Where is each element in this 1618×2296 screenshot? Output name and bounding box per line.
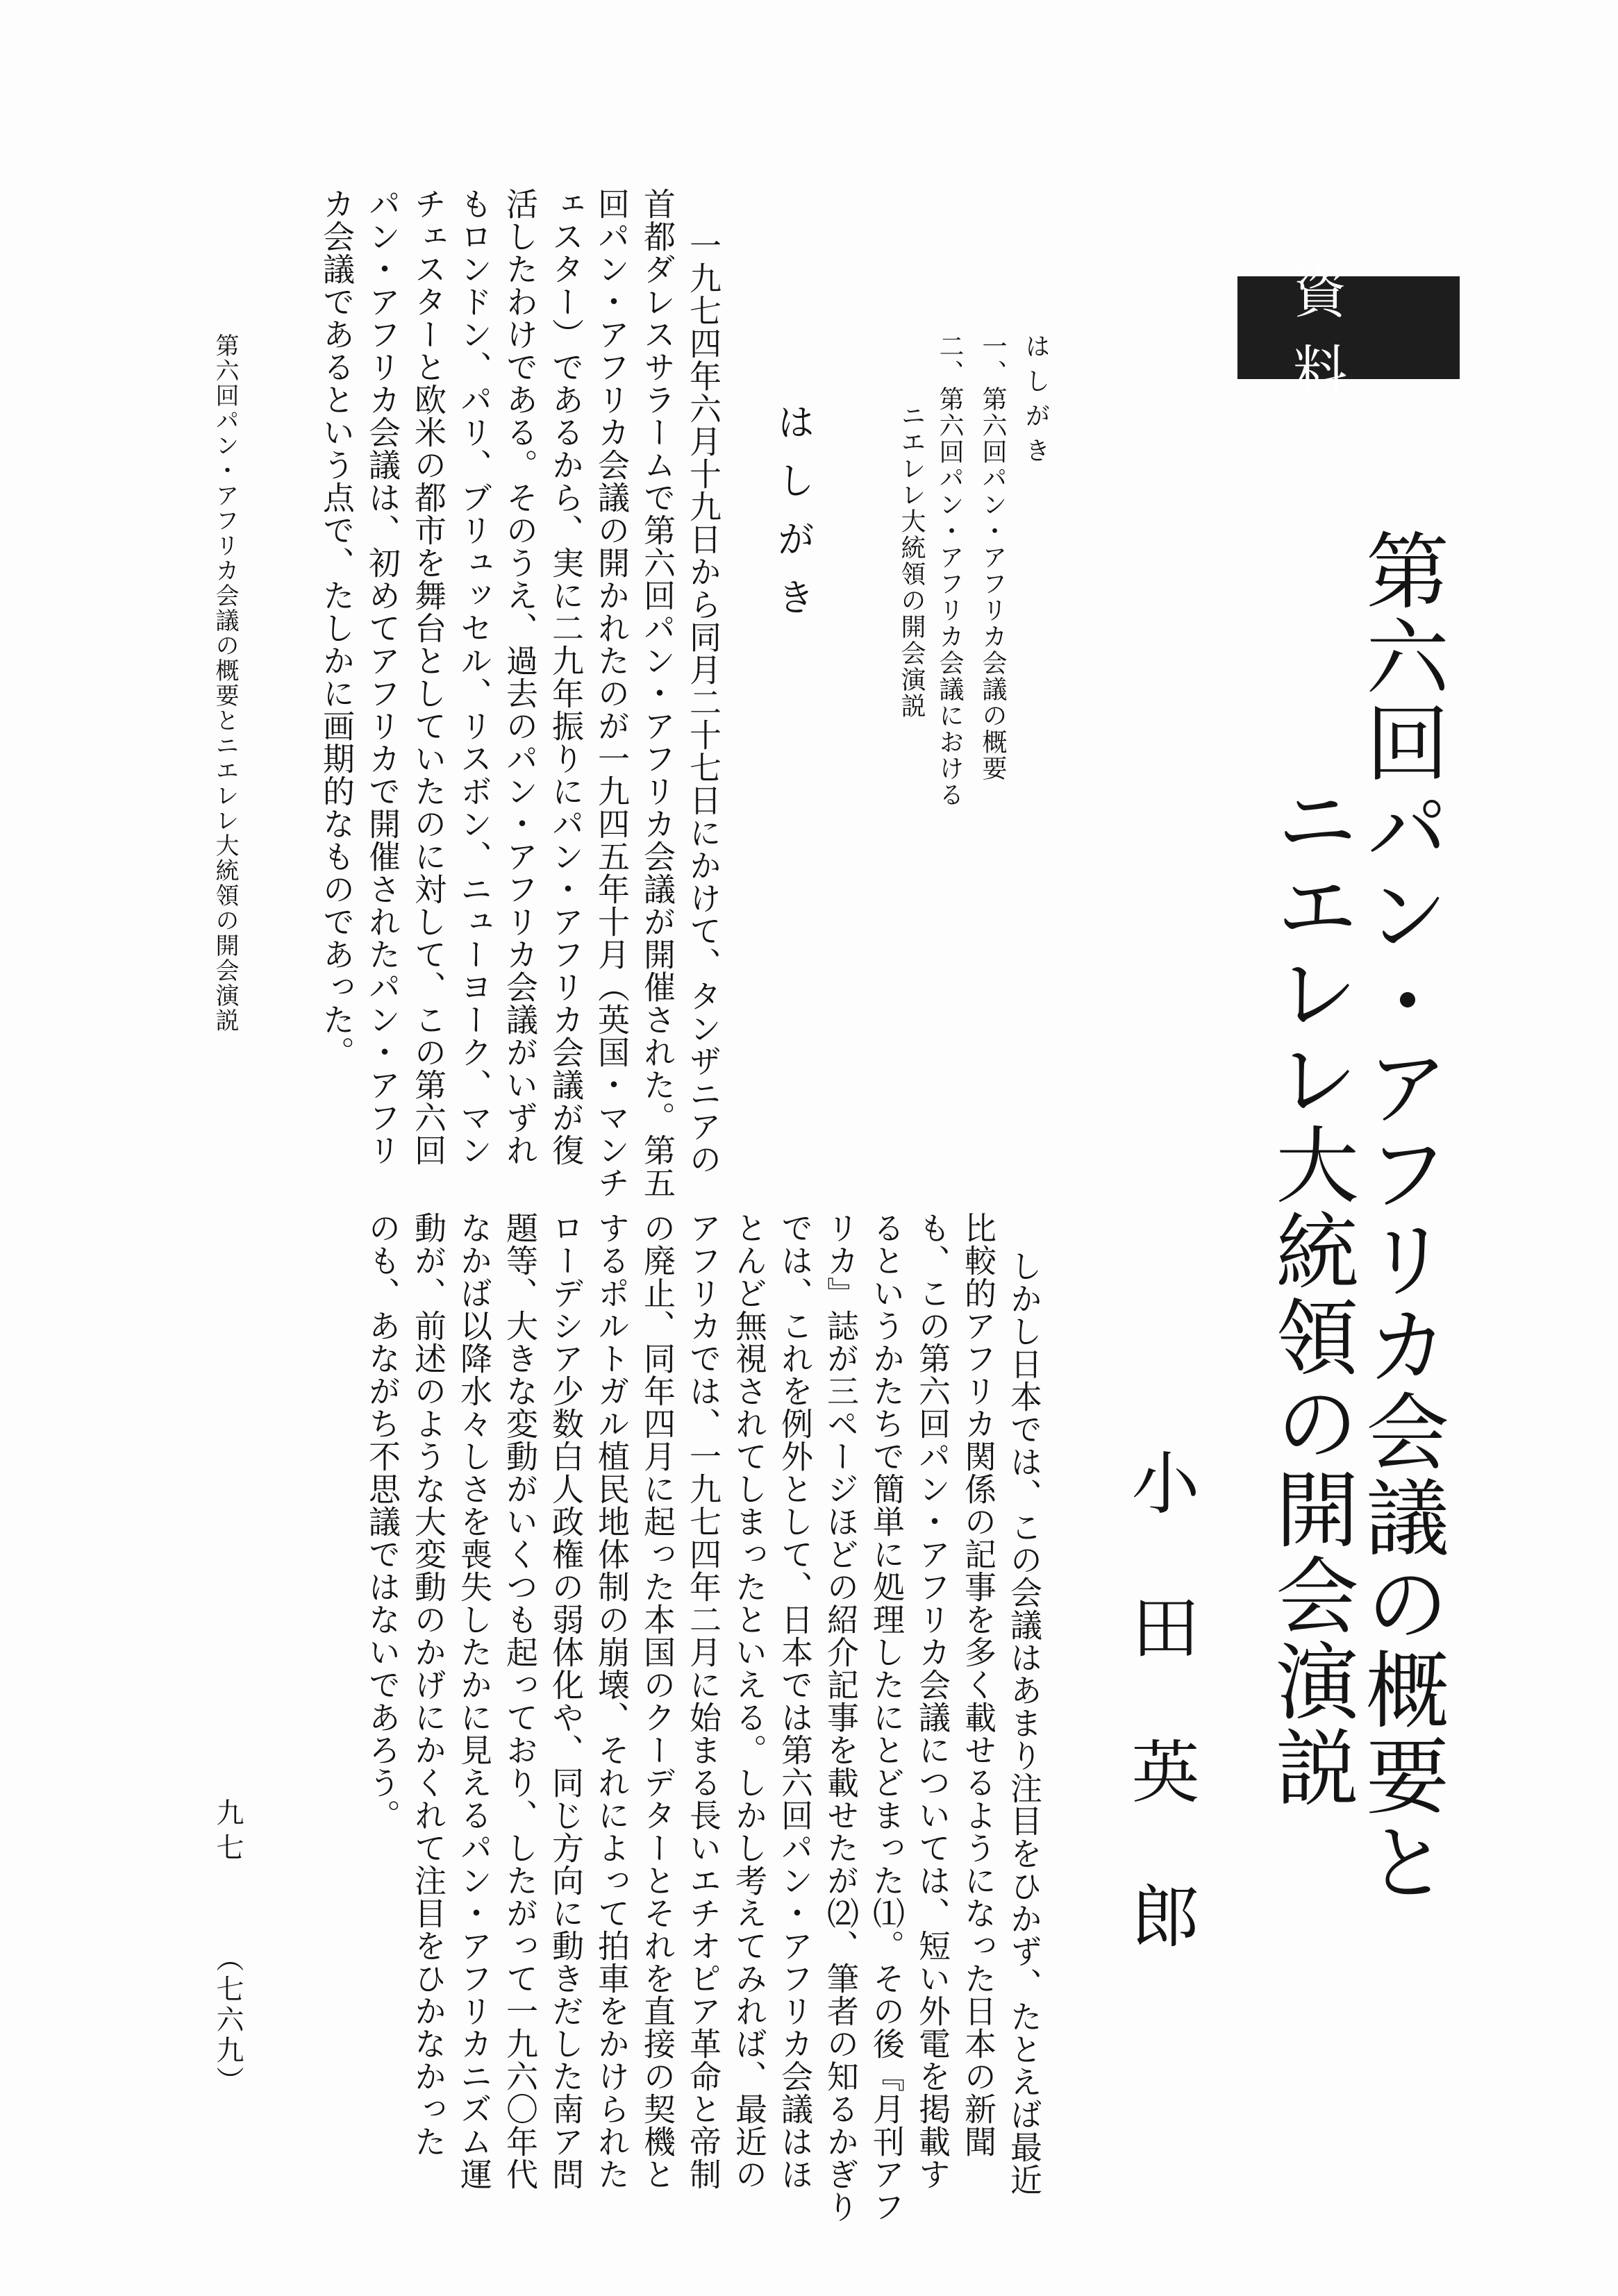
toc-heading: はしがき (1021, 333, 1050, 472)
title-line-1: 第六回パン・アフリカ会議の概要と (1352, 528, 1449, 1905)
paragraph-2-line: アフリカでは、一九七四年二月に始まる長いエチオピア革命と帝制 (685, 1212, 722, 2190)
page-number: 九七 (212, 1798, 244, 1868)
paragraph-2-line: も、この第六回パン・アフリカ会議については、短い外電を掲載す (914, 1212, 951, 2190)
paragraph-1-line: 首都ダレスサラームで第六回パン・アフリカ会議が開催された。第五 (639, 187, 676, 1199)
paragraph-1-line: ェスター）であるから、実に二九年振りにパン・アフリカ会議が復 (547, 187, 585, 1166)
paragraph-1-line: パン・アフリカ会議は、初めてアフリカで開催されたパン・アフリ (364, 187, 401, 1166)
toc-item-2-continued: ニエレレ大統領の開会演説 (897, 403, 926, 719)
paragraph-2-line: 題等、大きな変動がいくつも起っており、したがって一九六〇年代 (501, 1212, 539, 2190)
paragraph-2-line: 比較的アフリカ関係の記事を多く載せるようになった日本の新聞 (960, 1212, 997, 2158)
paragraph-2-line: のも、あながち不思議ではないであろう。 (364, 1212, 401, 1832)
paragraph-1-line: もロンドン、パリ、ブリュッセル、リスボン、ニューヨーク、マン (456, 187, 493, 1166)
paragraph-1-line: カ会議であるという点で、たしかに画期的なものであった。 (318, 187, 356, 1069)
paragraph-1-line: 活したわけである。そのうえ、過去のパン・アフリカ会議がいずれ (501, 187, 539, 1166)
total-page-number: （七六九） (212, 1944, 244, 2097)
toc-item-2: 二、第六回パン・アフリカ会議における (935, 333, 964, 808)
paragraph-2-line: の廃止、同年四月に起った本国のクーデターとそれを直接の契機と (639, 1212, 676, 2190)
paragraph-2-line: とんど無視されてしまったといえる。しかし考えてみれば、最近の (731, 1212, 768, 2190)
paragraph-2-line: しかし日本では、この会議はあまり注目をひかず、たとえば最近 (1006, 1250, 1043, 2196)
paragraph-2-line: するポルトガル植民地体制の崩壊、それによって拍車をかけられた (593, 1212, 631, 2190)
paragraph-2-line: ローデシア少数白人政権の弱体化や、同じ方向に動きだした南ア問 (547, 1212, 585, 2190)
paragraph-2-line: 動が、前述のような大変動のかげにかくれて注目をひかなかった (410, 1212, 447, 2158)
paragraph-2-line: では、これを例外として、日本では第六回パン・アフリカ会議はほ (776, 1212, 814, 2190)
paragraph-2-line: なかば以降水々しさを喪失したかに見えるパン・アフリカニズム運 (456, 1212, 493, 2190)
paragraph-1-line: 一九七四年六月十九日から同月二十七日にかけて、タンザニアの (685, 229, 722, 1175)
paragraph-2-line: るというかたちで簡単に処理したにとどまった⑴。その後『月刊アフ (868, 1212, 906, 2223)
paragraph-2-line: リカ』誌が三ページほどの紹介記事を載せたが⑵、筆者の知るかぎり (822, 1212, 860, 2223)
toc-item-1: 一、第六回パン・アフリカ会議の概要 (978, 333, 1007, 782)
author-name: 小田英郎 (1120, 1448, 1199, 2025)
running-header: 第六回パン・アフリカ会議の概要とニエレレ大統領の開会演説 (211, 333, 239, 1033)
section-heading: はしがき (772, 403, 815, 636)
paragraph-1-line: チェスターと欧米の都市を舞台としていたのに対して、この第六回 (410, 187, 447, 1166)
section-label: 資料 (1237, 276, 1460, 379)
title-line-2: ニエレレ大統領の開会演説 (1262, 778, 1358, 1811)
paragraph-1-line: 回パン・アフリカ会議の開かれたのが一九四五年十月（英国・マンチ (593, 187, 631, 1199)
